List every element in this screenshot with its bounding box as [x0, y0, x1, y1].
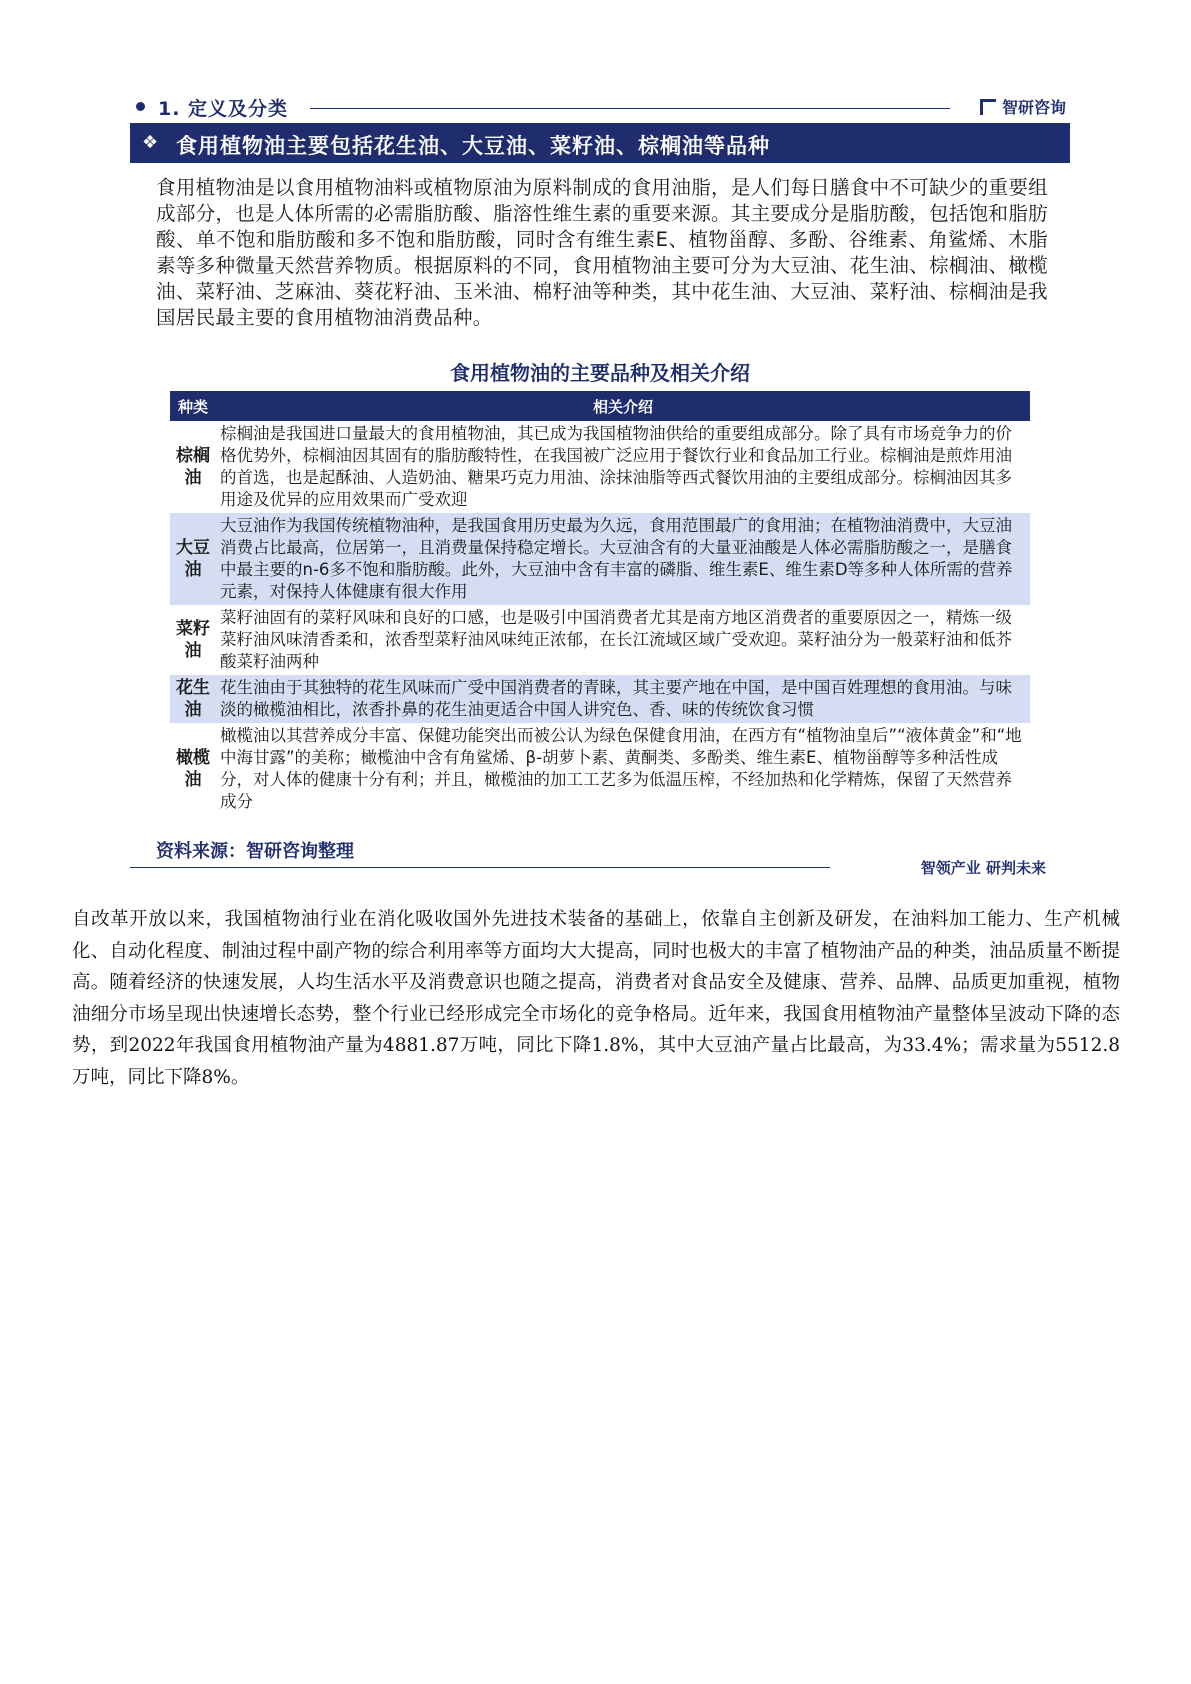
- row-desc: 橄榄油以其营养成分丰富、保健功能突出而被公认为绿色保健食用油，在西方有“植物油皇后”“液体黄金”和“地中海甘露”的美称；橄榄油中含有角鲨烯、β-胡萝卜素、黄酮类、多酚类、维生素E、植物甾醇等多种活性成分，对人体的健康十分有利；并且，橄榄油的加工工艺多为低温压榨，不经加热和化学精炼，保留了天然营养成分: [216, 723, 1030, 815]
- table-header-row: [170, 391, 1030, 421]
- brand-mark-icon: [980, 99, 996, 115]
- row-kind: 棕榈油: [170, 421, 216, 513]
- table-row: [170, 513, 1030, 605]
- header-desc: 相关介绍: [216, 391, 1030, 421]
- row-desc: 棕榈油是我国进口量最大的食用植物油，其已成为我国植物油供给的重要组成部分。除了具有市场竞争力的价格优势外，棕榈油因其固有的脂肪酸特性，在我国被广泛应用于餐饮行业和食品加工行业。棕榈油是煎炸用油的首选，也是起酥油、人造奶油、糖果巧克力用油、涂抹油脂等西式餐饮用油的主要组成部分。棕榈油因其多用途及优异的应用效果而广受欢迎: [216, 421, 1030, 513]
- row-kind: 菜籽油: [170, 605, 216, 675]
- brand-slogan: 智领产业 研判未来: [920, 859, 1046, 877]
- body-paragraph: 自改革开放以来，我国植物油行业在消化吸收国外先进技术装备的基础上，依靠自主创新及研发，在油料加工能力、生产机械化、自动化程度、制油过程中副产物的综合利用率等方面均大大提高，同时也极大的丰富了植物油产品的种类，油品质量不断提高。随着经济的快速发展，人均生活水平及消费意识也随之提高，消费者对食品安全及健康、营养、品牌、品质更加重视，植物油细分市场呈现出快速增长态势，整个行业已经形成完全市场化的竞争格局。近年来，我国食用植物油产量整体呈波动下降的态势，到2022年我国食用植物油产量为4881.87万吨，同比下降1.8%，其中大豆油产量占比最高，为33.4%；需求量为5512.8万吨，同比下降8%。: [72, 909, 1120, 1088]
- footer-divider: [130, 867, 830, 868]
- row-desc: 大豆油作为我国传统植物油种，是我国食用历史最为久远，食用范围最广的食用油；在植物油消费中，大豆油消费占比最高，位居第一，且消费量保持稳定增长。大豆油含有的大量亚油酸是人体必需脂肪酸之一，是膳食中最主要的n-6多不饱和脂肪酸。此外，大豆油中含有丰富的磷脂、维生素E、维生素D等多种人体所需的营养元素，对保持人体健康有很大作用: [216, 513, 1030, 605]
- title-banner: [130, 123, 1070, 163]
- section-header: [130, 91, 1070, 121]
- header-kind: 种类: [170, 391, 216, 421]
- infographic-figure: [130, 85, 1070, 875]
- intro-paragraph: 食用植物油是以食用植物油料或植物原油为原料制成的食用油脂，是人们每日膳食中不可缺少的重要组成部分，也是人体所需的必需脂肪酸、脂溶性维生素的重要来源。其主要成分是脂肪酸，包括饱和脂肪酸、单不饱和脂肪酸和多不饱和脂肪酸，同时含有维生素E、植物甾醇、多酚、谷维素、角鲨烯、木脂素等多种微量天然营养物质。根据原料的不同，食用植物油主要可分为大豆油、花生油、棕榈油、橄榄油、菜籽油、芝麻油、葵花籽油、玉米油、棉籽油等种类，其中花生油、大豆油、菜籽油、棕榈油是我国居民最主要的食用植物油消费品种。: [156, 176, 1048, 329]
- table-row: [170, 723, 1030, 815]
- bullet-dot-icon: [136, 102, 145, 111]
- row-kind: 橄榄油: [170, 723, 216, 815]
- banner-title: 食用植物油主要包括花生油、大豆油、菜籽油、棕榈油等品种: [176, 134, 770, 158]
- section-divider: [310, 108, 950, 109]
- brand-logo: [980, 95, 1066, 118]
- table-row: [170, 421, 1030, 513]
- row-kind: 大豆油: [170, 513, 216, 605]
- row-kind: 花生油: [170, 675, 216, 723]
- section-title: 1. 定义及分类: [158, 98, 289, 120]
- brand-name: 智研咨询: [1001, 98, 1066, 117]
- table-row: [170, 605, 1030, 675]
- row-desc: 菜籽油固有的菜籽风味和良好的口感，也是吸引中国消费者尤其是南方地区消费者的重要原因之一，精炼一级菜籽油风味清香柔和，浓香型菜籽油风味纯正浓郁，在长江流域区域广受欢迎。菜籽油分为一般菜籽油和低芥酸菜籽油两种: [216, 605, 1030, 675]
- row-desc: 花生油由于其独特的花生风味而广受中国消费者的青睐，其主要产地在中国，是中国百姓理想的食用油。与味淡的橄榄油相比，浓香扑鼻的花生油更适合中国人讲究色、香、味的传统饮食习惯: [216, 675, 1030, 723]
- table-row: [170, 675, 1030, 723]
- diamond-arrow-icon: ❖: [142, 132, 159, 153]
- source-note: 资料来源：智研咨询整理: [156, 841, 354, 862]
- oil-varieties-table: [170, 391, 1030, 815]
- table-title: 食用植物油的主要品种及相关介绍: [450, 361, 750, 385]
